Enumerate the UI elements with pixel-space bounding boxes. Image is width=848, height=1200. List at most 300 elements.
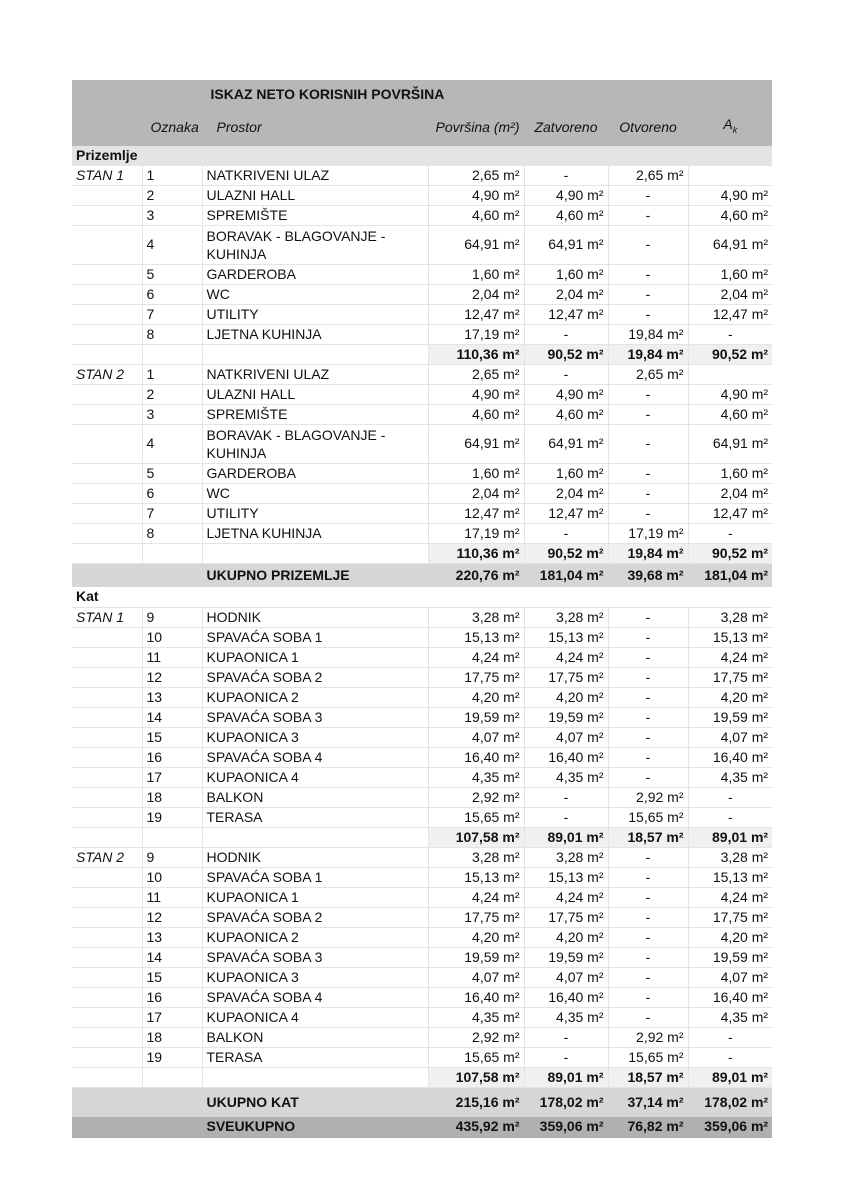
area-value: 2,65 m² [428,165,524,185]
header-oznaka: Oznaka [142,109,202,146]
total-ak: 359,06 m² [688,1116,772,1137]
room-number: 6 [142,284,202,304]
unit-label [72,647,142,667]
closed-area-value: 12,47 m² [524,304,608,324]
ak-value: 16,40 m² [688,987,772,1007]
area-value: 3,28 m² [428,607,524,627]
room-name: LJETNA KUHINJA [202,324,428,344]
table-row [72,304,772,324]
table-row [72,165,772,185]
subtotal-area: 107,58 m² [428,1067,524,1087]
room-number: 13 [142,927,202,947]
table-row [72,1047,772,1067]
closed-area-value: - [524,165,608,185]
room-name: BALKON [202,1027,428,1047]
empty-cell [72,543,142,563]
unit-label [72,185,142,205]
open-area-value: 15,65 m² [608,1047,688,1067]
subtotal-area: 107,58 m² [428,827,524,847]
table-row [72,767,772,787]
floor-total-row [72,1087,772,1116]
area-value: 3,28 m² [428,847,524,867]
open-area-value: - [608,304,688,324]
room-name: KUPAONICA 3 [202,967,428,987]
ak-value: 2,04 m² [688,483,772,503]
open-area-value: - [608,707,688,727]
unit-label [72,947,142,967]
closed-area-value: 1,60 m² [524,264,608,284]
total-label: UKUPNO KAT [202,1087,428,1116]
open-area-value: - [608,847,688,867]
total-open: 39,68 m² [608,563,688,586]
ak-value: 4,20 m² [688,927,772,947]
closed-area-value: 4,20 m² [524,687,608,707]
subtotal-closed: 89,01 m² [524,827,608,847]
unit-label [72,887,142,907]
room-name: SPAVAĆA SOBA 4 [202,747,428,767]
room-number: 3 [142,205,202,225]
open-area-value: - [608,284,688,304]
area-value: 17,19 m² [428,523,524,543]
floor-total-row [72,563,772,586]
header-zatvoreno: Zatvoreno [524,109,608,146]
open-area-value: - [608,887,688,907]
room-number: 15 [142,727,202,747]
room-name: LJETNA KUHINJA [202,523,428,543]
room-number: 5 [142,264,202,284]
empty-cell [202,344,428,364]
total-label: SVEUKUPNO [202,1116,428,1137]
room-name: BORAVAK - BLAGOVANJE - KUHINJA [202,225,428,264]
subtotal-closed: 89,01 m² [524,1067,608,1087]
ak-value: 4,07 m² [688,727,772,747]
room-name: HODNIK [202,607,428,627]
area-value: 1,60 m² [428,463,524,483]
open-area-value: - [608,667,688,687]
closed-area-value: 4,60 m² [524,205,608,225]
unit-label: STAN 2 [72,364,142,384]
subtotal-area: 110,36 m² [428,344,524,364]
room-name: SPAVAĆA SOBA 4 [202,987,428,1007]
empty-cell [142,543,202,563]
area-value: 4,90 m² [428,185,524,205]
empty-cell [72,827,142,847]
ak-value: 16,40 m² [688,747,772,767]
room-name: SPAVAĆA SOBA 3 [202,707,428,727]
empty-cell [142,827,202,847]
table-row [72,627,772,647]
empty-cell [142,1067,202,1087]
room-number: 3 [142,404,202,424]
open-area-value: - [608,185,688,205]
table-row [72,947,772,967]
area-value: 16,40 m² [428,747,524,767]
open-area-value: - [608,987,688,1007]
area-value: 19,59 m² [428,707,524,727]
room-number: 1 [142,165,202,185]
unit-label [72,284,142,304]
room-name: SPREMIŠTE [202,205,428,225]
room-name: UTILITY [202,304,428,324]
area-value: 4,35 m² [428,767,524,787]
area-value: 17,75 m² [428,667,524,687]
table-row [72,463,772,483]
room-name: HODNIK [202,847,428,867]
ak-value: 4,24 m² [688,887,772,907]
ak-value: - [688,1027,772,1047]
unit-label: STAN 1 [72,607,142,627]
area-value: 2,65 m² [428,364,524,384]
subtotal-open: 18,57 m² [608,827,688,847]
closed-area-value: - [524,523,608,543]
closed-area-value: 17,75 m² [524,667,608,687]
room-name: KUPAONICA 1 [202,647,428,667]
subtotal-row [72,543,772,563]
open-area-value: - [608,907,688,927]
ak-value: 4,90 m² [688,185,772,205]
unit-label [72,747,142,767]
empty-cell [202,827,428,847]
open-area-value: - [608,627,688,647]
closed-area-value: - [524,1027,608,1047]
unit-label [72,627,142,647]
area-value: 4,60 m² [428,404,524,424]
ak-value: 19,59 m² [688,707,772,727]
unit-label [72,687,142,707]
room-number: 15 [142,967,202,987]
room-number: 12 [142,907,202,927]
table-row [72,324,772,344]
area-value: 2,92 m² [428,787,524,807]
area-value: 19,59 m² [428,947,524,967]
room-name: SPAVAĆA SOBA 2 [202,667,428,687]
area-value: 17,19 m² [428,324,524,344]
area-value: 15,65 m² [428,1047,524,1067]
unit-label: STAN 2 [72,847,142,867]
room-name: TERASA [202,807,428,827]
closed-area-value: - [524,807,608,827]
room-name: TERASA [202,1047,428,1067]
closed-area-value: 4,35 m² [524,1007,608,1027]
area-value: 4,20 m² [428,927,524,947]
room-number: 2 [142,185,202,205]
closed-area-value: 15,13 m² [524,627,608,647]
total-ak: 181,04 m² [688,563,772,586]
empty-cell [142,344,202,364]
closed-area-value: 64,91 m² [524,225,608,264]
table-row [72,887,772,907]
open-area-value: - [608,747,688,767]
room-name: KUPAONICA 3 [202,727,428,747]
table-row [72,424,772,463]
table-row [72,1027,772,1047]
room-name: ULAZNI HALL [202,185,428,205]
open-area-value: 17,19 m² [608,523,688,543]
area-value: 16,40 m² [428,987,524,1007]
area-value: 12,47 m² [428,503,524,523]
unit-label [72,967,142,987]
room-number: 4 [142,424,202,463]
empty-cell [72,1116,142,1137]
closed-area-value: 4,60 m² [524,404,608,424]
table-row [72,647,772,667]
subtotal-ak: 90,52 m² [688,543,772,563]
area-value: 64,91 m² [428,225,524,264]
unit-label [72,707,142,727]
open-area-value: - [608,483,688,503]
room-number: 18 [142,787,202,807]
closed-area-value: 19,59 m² [524,707,608,727]
unit-label [72,1047,142,1067]
subtotal-row [72,827,772,847]
table-header-row [72,109,772,146]
subtotal-open: 19,84 m² [608,344,688,364]
ak-value: 15,13 m² [688,627,772,647]
closed-area-value: 4,90 m² [524,384,608,404]
header-otvoreno: Otvoreno [608,109,688,146]
ak-value: 1,60 m² [688,264,772,284]
table-row [72,523,772,543]
empty-cell [142,1087,202,1116]
table-title-row [72,80,772,109]
ak-value: 2,04 m² [688,284,772,304]
room-number: 17 [142,1007,202,1027]
ak-value: 4,60 m² [688,404,772,424]
closed-area-value: 3,28 m² [524,847,608,867]
table-row [72,483,772,503]
area-value: 15,65 m² [428,807,524,827]
open-area-value: - [608,607,688,627]
open-area-value: - [608,727,688,747]
table-row [72,707,772,727]
closed-area-value: 16,40 m² [524,987,608,1007]
unit-label [72,205,142,225]
room-number: 8 [142,523,202,543]
room-number: 8 [142,324,202,344]
ak-value: 4,20 m² [688,687,772,707]
area-value: 17,75 m² [428,907,524,927]
table-row [72,284,772,304]
table-row [72,225,772,264]
room-number: 2 [142,384,202,404]
unit-label [72,304,142,324]
room-name: KUPAONICA 4 [202,1007,428,1027]
table-row [72,907,772,927]
closed-area-value: 4,35 m² [524,767,608,787]
ak-value: 3,28 m² [688,847,772,867]
table-row [72,687,772,707]
area-value: 4,90 m² [428,384,524,404]
closed-area-value: 4,20 m² [524,927,608,947]
closed-area-value: 17,75 m² [524,907,608,927]
room-name: GARDEROBA [202,264,428,284]
area-value: 4,07 m² [428,727,524,747]
area-value: 1,60 m² [428,264,524,284]
open-area-value: - [608,404,688,424]
room-name: SPAVAĆA SOBA 3 [202,947,428,967]
unit-label [72,324,142,344]
total-closed: 181,04 m² [524,563,608,586]
subtotal-ak: 90,52 m² [688,344,772,364]
open-area-value: 2,65 m² [608,364,688,384]
closed-area-value: 4,07 m² [524,967,608,987]
ak-value: 12,47 m² [688,304,772,324]
table-row [72,847,772,867]
header-prostor: Prostor [202,109,428,146]
unit-label [72,424,142,463]
closed-area-value: 16,40 m² [524,747,608,767]
grand-total-row [72,1116,772,1137]
room-number: 7 [142,304,202,324]
total-area: 220,76 m² [428,563,524,586]
table-row [72,607,772,627]
area-value: 12,47 m² [428,304,524,324]
subtotal-area: 110,36 m² [428,543,524,563]
room-number: 11 [142,887,202,907]
ak-value: 4,35 m² [688,1007,772,1027]
closed-area-value: 64,91 m² [524,424,608,463]
closed-area-value: - [524,324,608,344]
table-row [72,807,772,827]
open-area-value: - [608,225,688,264]
area-value: 15,13 m² [428,627,524,647]
unit-label [72,927,142,947]
header-ak [688,109,772,146]
ak-value: 19,59 m² [688,947,772,967]
open-area-value: 2,65 m² [608,165,688,185]
closed-area-value: 4,24 m² [524,647,608,667]
room-number: 10 [142,867,202,887]
closed-area-value: 4,90 m² [524,185,608,205]
open-area-value: 2,92 m² [608,787,688,807]
ak-value: - [688,324,772,344]
room-number: 1 [142,364,202,384]
room-name: ULAZNI HALL [202,384,428,404]
open-area-value: - [608,384,688,404]
section-label-prizemlje: Prizemlje [72,145,772,165]
room-name: BORAVAK - BLAGOVANJE - KUHINJA [202,424,428,463]
unit-label [72,503,142,523]
ak-value: 4,24 m² [688,647,772,667]
subtotal-ak: 89,01 m² [688,1067,772,1087]
ak-value: 1,60 m² [688,463,772,483]
open-area-value: - [608,205,688,225]
open-area-value: - [608,947,688,967]
room-number: 14 [142,947,202,967]
open-area-value: - [608,927,688,947]
open-area-value: - [608,463,688,483]
unit-label [72,807,142,827]
open-area-value: 19,84 m² [608,324,688,344]
ak-value: 12,47 m² [688,503,772,523]
room-number: 17 [142,767,202,787]
subtotal-ak: 89,01 m² [688,827,772,847]
table-row [72,404,772,424]
empty-cell [72,563,142,586]
open-area-value: - [608,967,688,987]
closed-area-value: 3,28 m² [524,607,608,627]
table-row [72,264,772,284]
room-name: UTILITY [202,503,428,523]
ak-value: 4,90 m² [688,384,772,404]
room-name: NATKRIVENI ULAZ [202,165,428,185]
table-row [72,927,772,947]
unit-label [72,463,142,483]
section-row-kat [72,586,772,607]
unit-label [72,727,142,747]
room-number: 6 [142,483,202,503]
room-name: SPREMIŠTE [202,404,428,424]
room-number: 5 [142,463,202,483]
ak-value: 15,13 m² [688,867,772,887]
closed-area-value: 19,59 m² [524,947,608,967]
total-area: 435,92 m² [428,1116,524,1137]
room-number: 9 [142,607,202,627]
closed-area-value: - [524,364,608,384]
room-number: 11 [142,647,202,667]
empty-cell [72,1087,142,1116]
empty-cell [142,1116,202,1137]
table-row [72,364,772,384]
ak-value: 64,91 m² [688,424,772,463]
ak-value: 4,60 m² [688,205,772,225]
ak-value [688,165,772,185]
area-value: 15,13 m² [428,867,524,887]
total-ak: 178,02 m² [688,1087,772,1116]
table-row [72,727,772,747]
table-row [72,1007,772,1027]
closed-area-value: - [524,787,608,807]
area-value: 4,24 m² [428,647,524,667]
open-area-value: - [608,687,688,707]
closed-area-value: 15,13 m² [524,867,608,887]
table-row [72,967,772,987]
room-name: KUPAONICA 2 [202,927,428,947]
room-number: 14 [142,707,202,727]
subtotal-open: 18,57 m² [608,1067,688,1087]
area-value: 4,07 m² [428,967,524,987]
room-name: SPAVAĆA SOBA 1 [202,627,428,647]
room-number: 9 [142,847,202,867]
table-row [72,205,772,225]
total-closed: 359,06 m² [524,1116,608,1137]
room-number: 16 [142,747,202,767]
total-open: 76,82 m² [608,1116,688,1137]
closed-area-value: - [524,1047,608,1067]
ak-value: - [688,1047,772,1067]
unit-label [72,264,142,284]
unit-label [72,225,142,264]
room-number: 13 [142,687,202,707]
room-name: NATKRIVENI ULAZ [202,364,428,384]
room-name: SPAVAĆA SOBA 1 [202,867,428,887]
unit-label [72,1007,142,1027]
open-area-value: - [608,1007,688,1027]
ak-value: - [688,807,772,827]
closed-area-value: 2,04 m² [524,483,608,503]
unit-label [72,384,142,404]
ak-value: 3,28 m² [688,607,772,627]
total-closed: 178,02 m² [524,1087,608,1116]
area-value: 64,91 m² [428,424,524,463]
ak-value: 17,75 m² [688,907,772,927]
room-name: BALKON [202,787,428,807]
area-value: 2,04 m² [428,284,524,304]
room-name: GARDEROBA [202,463,428,483]
table-row [72,987,772,1007]
unit-label [72,867,142,887]
unit-label [72,787,142,807]
